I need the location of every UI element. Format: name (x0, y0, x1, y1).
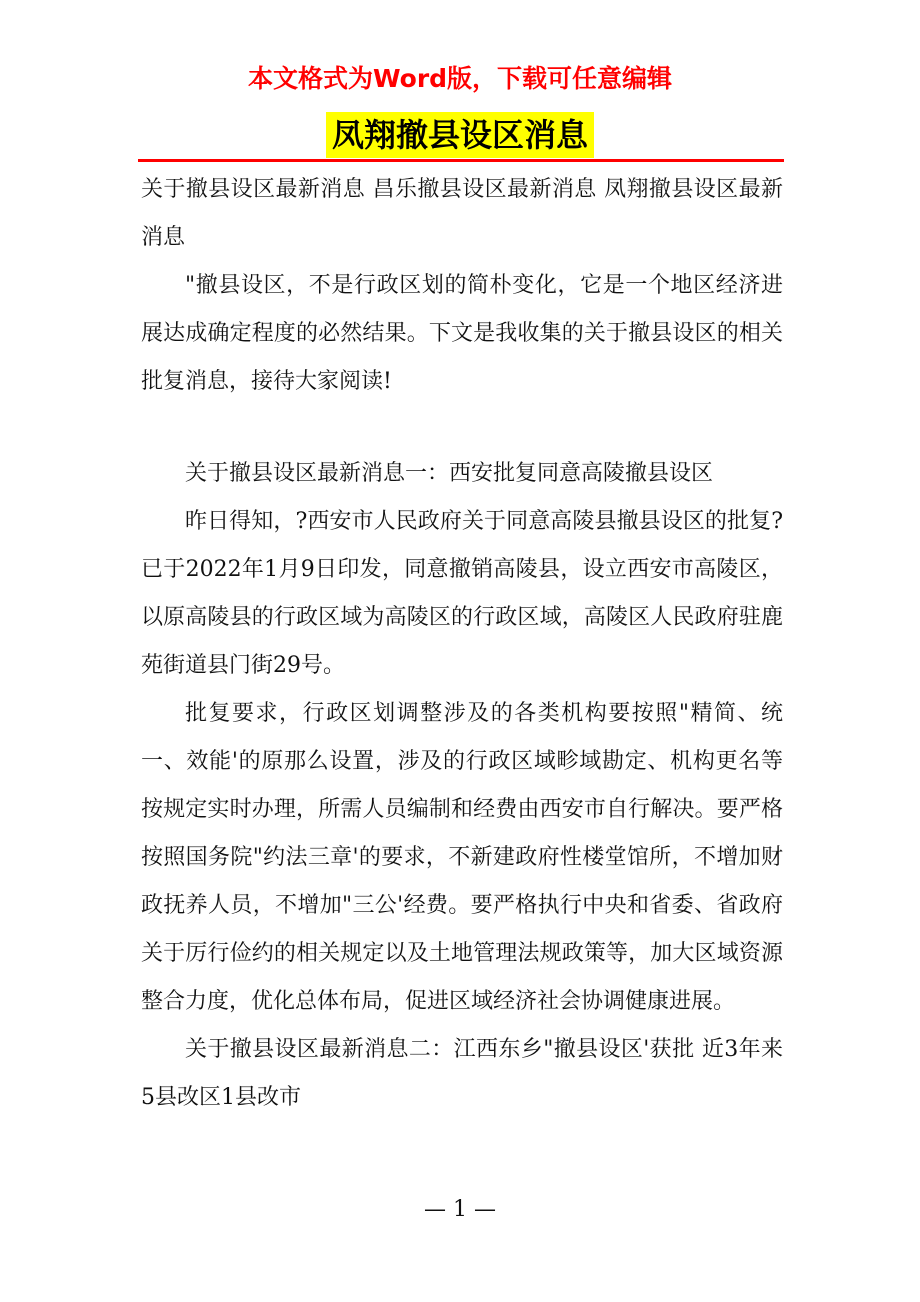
body-paragraph-1: 昨日得知，?西安市人民政府关于同意高陵县撤县设区的批复?已于2022年1月9日印发，同意撤销高陵县，设立西安市高陵区，以原高陵县的行政区域为高陵区的行政区域，高陵区人民政府驻鹿苑街道县门街29号。 (141, 509, 783, 678)
keyword-line: 关于撤县设区最新消息 昌乐撤县设区最新消息 凤翔撤县设区最新消息 (141, 177, 783, 250)
document-body (141, 166, 783, 1122)
body-paragraph-2: 批复要求，行政区划调整涉及的各类机构要按照"精简、统一、效能'的原那么设置，涉及的行政区域畛域勘定、机构更名等按规定实时办理，所需人员编制和经费由西安市自行解决。要严格按照国务院"约法三章'的要求，不新建政府性楼堂馆所，不增加财政抚养人员，不增加"三公'经费。要严格执行中央和省委、省政府关于厉行俭约的相关规定以及土地管理法规政策等，加大区域资源整合力度，优化总体布局，促进区域经济社会协调健康进展。 (141, 701, 783, 1014)
title-container (0, 112, 920, 158)
format-notice-banner: 本文格式为Word版，下载可任意编辑 (247, 64, 673, 93)
title-divider-rule (138, 159, 784, 162)
page-number: — 1 — (424, 1197, 496, 1222)
intro-paragraph: "撤县设区，不是行政区划的简朴变化，它是一个地区经济进展达成确定程度的必然结果。下文是我收集的关于撤县设区的相关批复消息，接待大家阅读! (141, 273, 783, 394)
section-heading-1: 关于撤县设区最新消息一：西安批复同意高陵撤县设区 (185, 461, 714, 486)
section-heading-2: 关于撤县设区最新消息二：江西东乡"撤县设区'获批 近3年来5县改区1县改市 (141, 1037, 783, 1110)
document-title: 凤翔撤县设区消息 (326, 112, 594, 158)
